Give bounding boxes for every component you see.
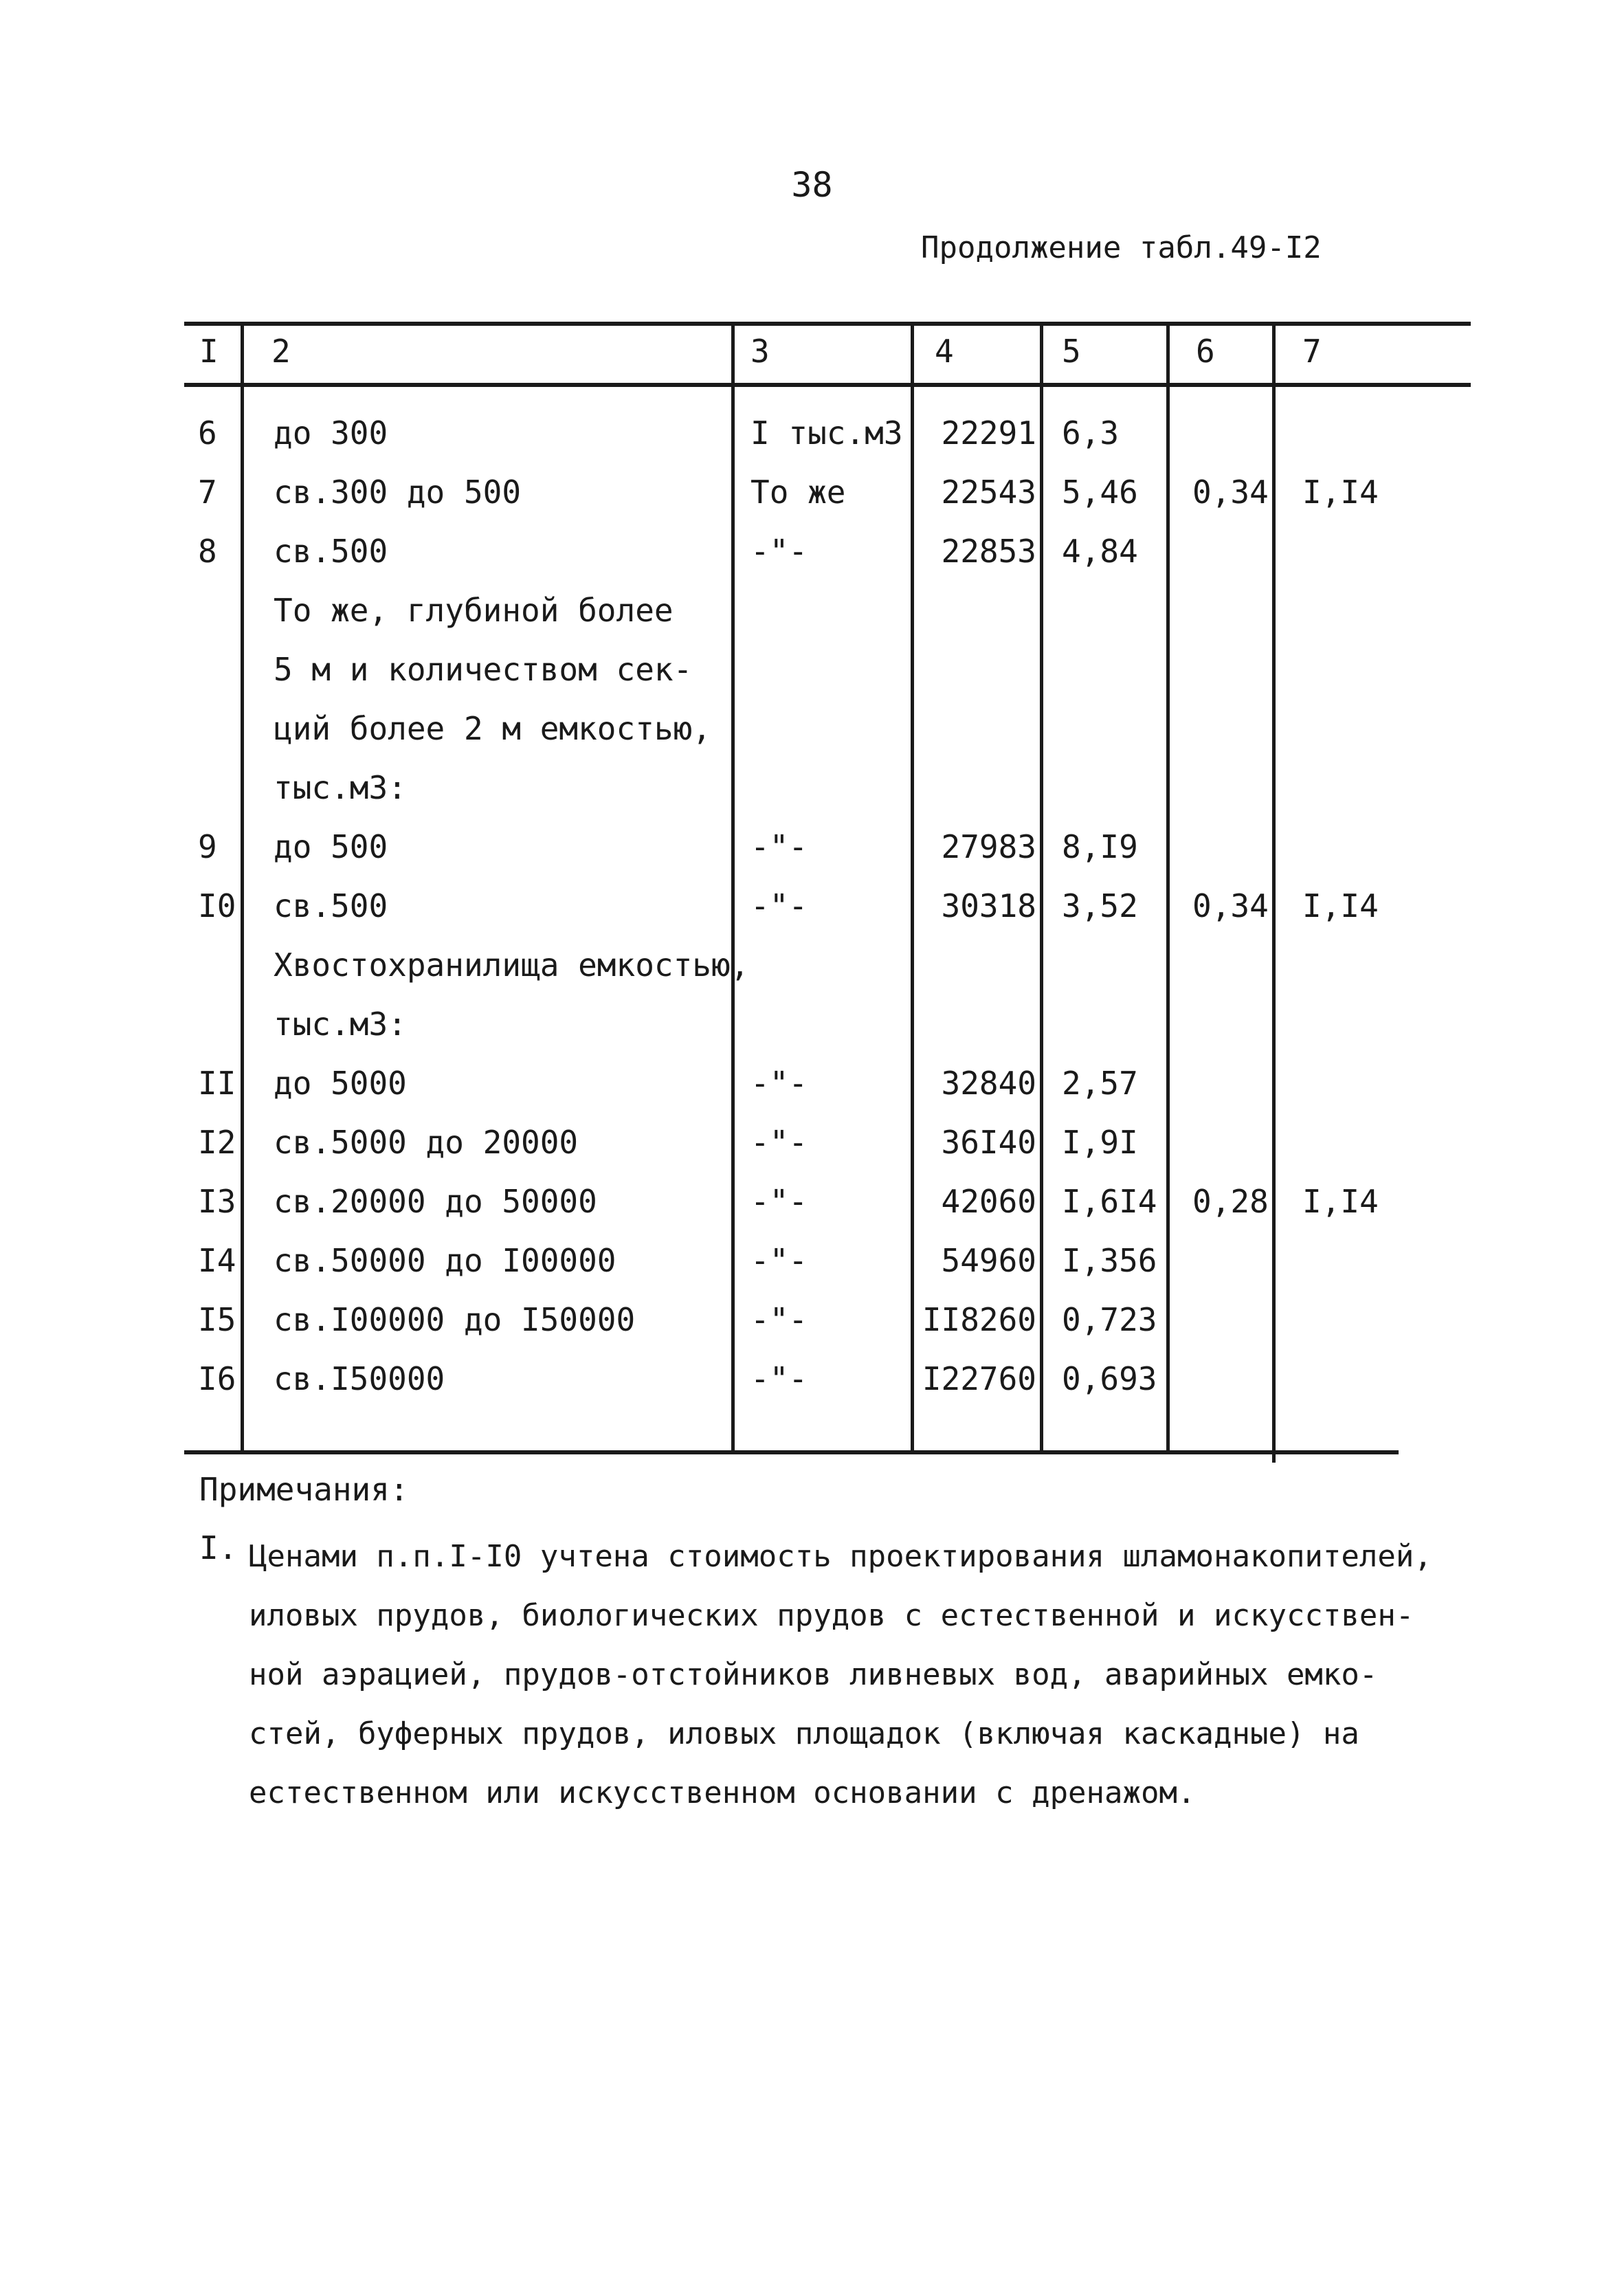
row-reference-cell: I,I4 [1302,887,1379,924]
row-price-cell: 22543 [941,474,1036,511]
row-price-cell: I22760 [922,1360,1036,1397]
row-coefficient-cell: 3,52 [1062,887,1138,924]
row-description-cell: до 5000 [274,1065,407,1102]
row-description-cell: св.20000 до 50000 [274,1183,597,1220]
row-number-cell: I0 [198,887,236,924]
table-continuation-caption: Продолжение табл.49-I2 [921,230,1322,265]
row-coefficient-cell: 4,84 [1062,533,1138,570]
column-header: 5 [1062,333,1081,370]
row-coefficient-cell: I,6I4 [1062,1183,1157,1220]
row-value-cell: 0,34 [1192,887,1269,924]
row-reference-cell: I,I4 [1302,1183,1379,1220]
row-number-cell: 9 [198,828,217,865]
row-coefficient-cell: I,356 [1062,1242,1157,1279]
row-number-cell: II [198,1065,236,1102]
row-price-cell: 36I40 [941,1124,1036,1161]
column-divider [1166,322,1170,1454]
row-description-cell: св.500 [274,533,388,570]
column-divider [1040,322,1043,1454]
row-coefficient-cell: I,9I [1062,1124,1138,1161]
row-price-cell: 27983 [941,828,1036,865]
row-number-cell: 6 [198,414,217,452]
row-description-cell: тыс.м3: [274,769,407,806]
row-unit-cell: -"- [750,533,808,570]
row-price-cell: 22291 [941,414,1036,452]
row-unit-cell: -"- [750,1360,808,1397]
note-line: ной аэрацией, прудов-отстойников ливневых вод, аварийных емко- [249,1657,1378,1692]
row-price-cell: 54960 [941,1242,1036,1279]
column-header: I [199,333,219,370]
row-description-cell: св.5000 до 20000 [274,1124,579,1161]
column-divider [241,322,244,1454]
column-header: 3 [750,333,770,370]
row-price-cell: II8260 [922,1301,1036,1338]
row-unit-cell: -"- [750,1242,808,1279]
row-number-cell: I6 [198,1360,236,1397]
notes-heading: Примечания: [199,1471,409,1508]
row-coefficient-cell: 0,723 [1062,1301,1157,1338]
row-description-cell: 5 м и количеством сек- [274,651,693,688]
row-description-cell: св.300 до 500 [274,474,522,511]
header-bottom-rule [184,383,1471,387]
column-header: 4 [935,333,954,370]
row-value-cell: 0,34 [1192,474,1269,511]
note-text [249,1527,1465,1823]
column-divider [911,322,914,1454]
row-price-cell: 30318 [941,887,1036,924]
note-line: стей, буферных прудов, иловых площадок (включая каскадные) на [249,1716,1359,1751]
row-number-cell: I4 [198,1242,236,1279]
note-line: иловых прудов, биологических прудов с естественной и искусствен- [249,1598,1414,1633]
row-price-cell: 22853 [941,533,1036,570]
note-line: Ценами п.п.I-I0 учтена стоимость проектирования шламонакопителей, [249,1539,1432,1574]
note-item-number: I. [199,1529,238,1566]
row-description-cell: ций более 2 м емкостью, [274,710,711,747]
row-unit-cell: I тыс.м3 [750,414,903,452]
row-coefficient-cell: 2,57 [1062,1065,1138,1102]
row-description-cell: св.500 [274,887,388,924]
row-unit-cell: -"- [750,1301,808,1338]
row-unit-cell: -"- [750,828,808,865]
table-top-rule [184,322,1471,326]
column-divider [1272,322,1276,1463]
row-number-cell: 8 [198,533,217,570]
row-coefficient-cell: 0,693 [1062,1360,1157,1397]
row-description-cell: до 300 [274,414,388,452]
row-description-cell: Хвостохранилища емкостью, [274,946,750,984]
column-header: 7 [1302,333,1322,370]
row-description-cell: до 500 [274,828,388,865]
row-unit-cell: -"- [750,1065,808,1102]
note-line: естественном или искусственном основании с дренажом. [249,1775,1196,1810]
row-value-cell: 0,28 [1192,1183,1269,1220]
column-header: 2 [271,333,291,370]
table-bottom-rule [184,1450,1399,1454]
row-description-cell: св.I00000 до I50000 [274,1301,636,1338]
row-price-cell: 32840 [941,1065,1036,1102]
row-unit-cell: -"- [750,887,808,924]
column-divider [731,322,735,1454]
row-description-cell: То же, глубиной более [274,592,674,629]
row-unit-cell: -"- [750,1183,808,1220]
row-reference-cell: I,I4 [1302,474,1379,511]
row-price-cell: 42060 [941,1183,1036,1220]
row-coefficient-cell: 6,3 [1062,414,1120,452]
row-number-cell: I5 [198,1301,236,1338]
row-description-cell: тыс.м3: [274,1006,407,1043]
row-coefficient-cell: 8,I9 [1062,828,1138,865]
row-coefficient-cell: 5,46 [1062,474,1138,511]
row-description-cell: св.50000 до I00000 [274,1242,616,1279]
row-number-cell: I2 [198,1124,236,1161]
row-number-cell: 7 [198,474,217,511]
row-description-cell: св.I50000 [274,1360,445,1397]
column-header: 6 [1196,333,1215,370]
row-number-cell: I3 [198,1183,236,1220]
row-unit-cell: -"- [750,1124,808,1161]
row-unit-cell: То же [750,474,846,511]
page-number: 38 [791,165,833,205]
